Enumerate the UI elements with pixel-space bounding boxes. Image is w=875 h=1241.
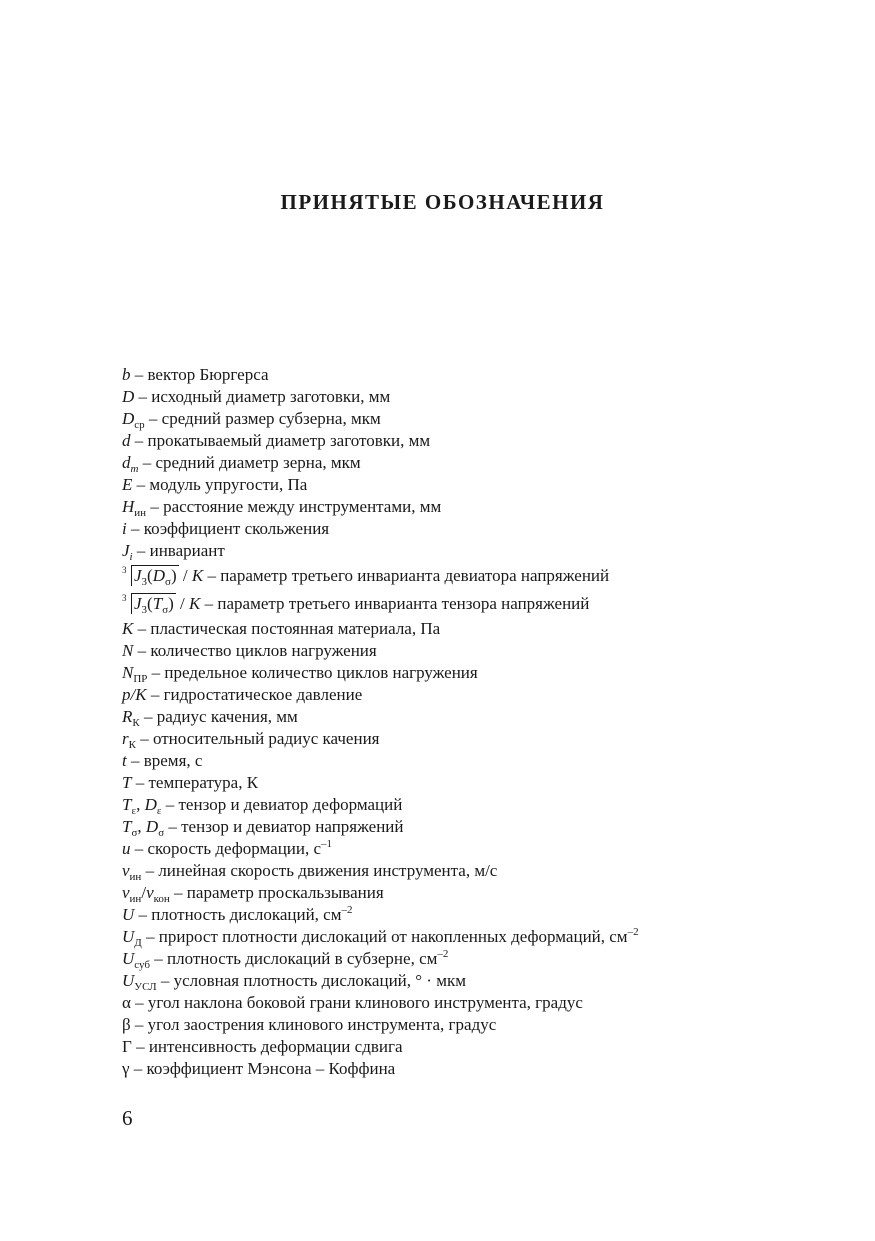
subscript: ин: [129, 893, 142, 905]
notation-entry: [122, 1036, 842, 1058]
symbol: u: [122, 839, 131, 858]
description: – гидростатическое давление: [146, 685, 363, 704]
notation-entry: [122, 860, 842, 882]
symbol: α: [122, 993, 131, 1012]
description: – параметр проскальзывания: [169, 883, 384, 902]
notation-entry: [122, 948, 842, 970]
subscript: σ: [165, 576, 171, 588]
notation-entry: [122, 474, 842, 496]
notation-entry: [122, 364, 842, 386]
symbol: J: [134, 594, 142, 613]
symbol: t: [122, 751, 127, 770]
notation-entry: [122, 1014, 842, 1036]
symbol: U: [122, 927, 135, 946]
symbol: d: [122, 431, 131, 450]
symbol: T: [122, 817, 132, 836]
description: – средний размер субзерна, мкм: [144, 409, 381, 428]
notation-entry: [122, 750, 842, 772]
symbol: N: [122, 663, 134, 682]
symbol: J: [122, 541, 130, 560]
symbol: U: [122, 971, 135, 990]
description: – радиус качения, мм: [139, 707, 298, 726]
radical-index: 3: [122, 593, 127, 603]
symbol: v: [122, 861, 130, 880]
notation-entry: [122, 772, 842, 794]
symbol: D: [122, 409, 135, 428]
description: – исходный диаметр заготовки, мм: [134, 387, 391, 406]
notation-entry: [122, 562, 842, 590]
subscript: 3: [141, 604, 148, 616]
description: – условная плотность дислокаций, ° · мкм: [156, 971, 466, 990]
page-title: ПРИНЯТЫЕ ОБОЗНАЧЕНИЯ: [280, 190, 605, 214]
symbol: D: [152, 566, 165, 585]
description: – плотность дислокаций, см: [134, 905, 342, 924]
superscript: –2: [627, 926, 639, 938]
paren: ): [170, 566, 177, 585]
description: – прирост плотности дислокаций от накопленных деформаций, см: [141, 927, 628, 946]
description: – скорость деформации, с: [130, 839, 322, 858]
description: – относительный радиус качения: [135, 729, 380, 748]
description: – вектор Бюргерса: [130, 365, 269, 384]
notation-entry: [122, 496, 842, 518]
subscript: ср: [134, 419, 145, 431]
description: – коэффициент скольжения: [126, 519, 330, 538]
radical: [122, 590, 176, 618]
notation-entry: [122, 992, 842, 1014]
separator: ,: [136, 795, 145, 814]
notation-entry: [122, 408, 842, 430]
description: – инвариант: [132, 541, 225, 560]
subscript: ПР: [133, 673, 148, 685]
subscript: ε: [131, 805, 137, 817]
subscript: ин: [134, 507, 147, 519]
symbol: R: [122, 707, 133, 726]
symbol: b: [122, 365, 131, 384]
description: – модуль упругости, Па: [132, 475, 308, 494]
symbol: K: [189, 594, 201, 613]
notation-entry: [122, 970, 842, 992]
description: – время, с: [126, 751, 203, 770]
symbol: K: [122, 619, 134, 638]
subscript: i: [129, 551, 133, 563]
description: – параметр третьего инварианта девиатора напряжений: [203, 566, 610, 585]
paren: ): [168, 594, 174, 613]
symbol: N: [122, 641, 134, 660]
description: – пластическая постоянная материала, Па: [133, 619, 441, 638]
symbol: T: [152, 594, 163, 613]
symbol: r: [122, 729, 129, 748]
subscript: ин: [129, 871, 142, 883]
notation-entry: [122, 662, 842, 684]
symbol: v: [146, 883, 154, 902]
notation-entry: [122, 640, 842, 662]
subscript: кон: [153, 893, 170, 905]
subscript: суб: [134, 959, 150, 971]
description: – линейная скорость движения инструмента, м/с: [141, 861, 498, 880]
symbol: D: [145, 817, 159, 836]
notation-entry: [122, 430, 842, 452]
description: – средний диаметр зерна, мкм: [138, 453, 361, 472]
description: – параметр третьего инварианта тензора напряжений: [200, 594, 590, 613]
symbol: H: [122, 497, 135, 516]
notation-entry: [122, 540, 842, 562]
symbol: T: [122, 773, 132, 792]
notation-entry: [122, 838, 842, 860]
notation-entry: [122, 1058, 842, 1080]
description: – тензор и девиатор напряжений: [164, 817, 404, 836]
symbol: d: [122, 453, 131, 472]
subscript: m: [130, 463, 139, 475]
superscript: –2: [437, 948, 449, 960]
separator: /: [178, 566, 192, 585]
paren: (: [147, 594, 153, 613]
symbol: J: [134, 566, 142, 585]
subscript: 3: [141, 576, 148, 588]
symbol: D: [122, 387, 135, 406]
symbol: K: [191, 566, 204, 585]
subscript: УСЛ: [134, 981, 157, 993]
notation-entry: [122, 518, 842, 540]
radicand: [131, 565, 179, 586]
notation-entry: [122, 904, 842, 926]
symbol: p/K: [122, 685, 147, 704]
symbol: D: [144, 795, 157, 814]
subscript: σ: [131, 827, 138, 839]
notation-entry: [122, 590, 842, 618]
description: – тензор и девиатор деформаций: [161, 795, 403, 814]
description: – температура, К: [131, 773, 259, 792]
description: – угол заострения клинового инструмента, градус: [130, 1015, 497, 1034]
description: – интенсивность деформации сдвига: [131, 1037, 403, 1056]
notation-entry: [122, 926, 842, 948]
notation-entry: [122, 684, 842, 706]
notation-entry: [122, 794, 842, 816]
description: – коэффициент Мэнсона – Коффина: [129, 1059, 396, 1078]
symbol: U: [122, 949, 135, 968]
notation-entry: [122, 728, 842, 750]
superscript: –1: [321, 838, 333, 850]
symbol: v: [122, 883, 130, 902]
notation-entry: [122, 816, 842, 838]
description: – предельное количество циклов нагружения: [147, 663, 478, 682]
description: – угол наклона боковой грани клинового инструмента, градус: [130, 993, 583, 1012]
separator: /: [175, 594, 190, 613]
radical-index: 3: [122, 565, 127, 575]
notation-entry: [122, 452, 842, 474]
subscript: Д: [134, 937, 142, 949]
description: – плотность дислокаций в субзерне, см: [149, 949, 438, 968]
subscript: σ: [162, 604, 169, 616]
notation-entry: [122, 386, 842, 408]
description: – количество циклов нагружения: [133, 641, 377, 660]
subscript: σ: [158, 827, 165, 839]
symbol: Г: [122, 1037, 132, 1056]
notation-entry: [122, 706, 842, 728]
notation-entry: [122, 882, 842, 904]
paren: (: [147, 566, 153, 585]
symbol: T: [122, 795, 132, 814]
symbol: U: [122, 905, 135, 924]
notation-list: [122, 364, 842, 1080]
symbol: E: [122, 475, 133, 494]
page-number: 6: [122, 1106, 133, 1130]
subscript: К: [132, 717, 140, 729]
separator: /: [141, 883, 147, 902]
description: – расстояние между инструментами, мм: [146, 497, 442, 516]
subscript: ε: [156, 805, 162, 817]
radicand: [131, 593, 176, 614]
separator: ,: [137, 817, 146, 836]
symbol: γ: [122, 1059, 130, 1078]
notation-entry: [122, 618, 842, 640]
superscript: –2: [341, 904, 353, 916]
symbol: β: [122, 1015, 131, 1034]
symbol: i: [122, 519, 127, 538]
description: – прокатываемый диаметр заготовки, мм: [130, 431, 431, 450]
subscript: К: [128, 739, 136, 751]
radical: [122, 562, 179, 590]
